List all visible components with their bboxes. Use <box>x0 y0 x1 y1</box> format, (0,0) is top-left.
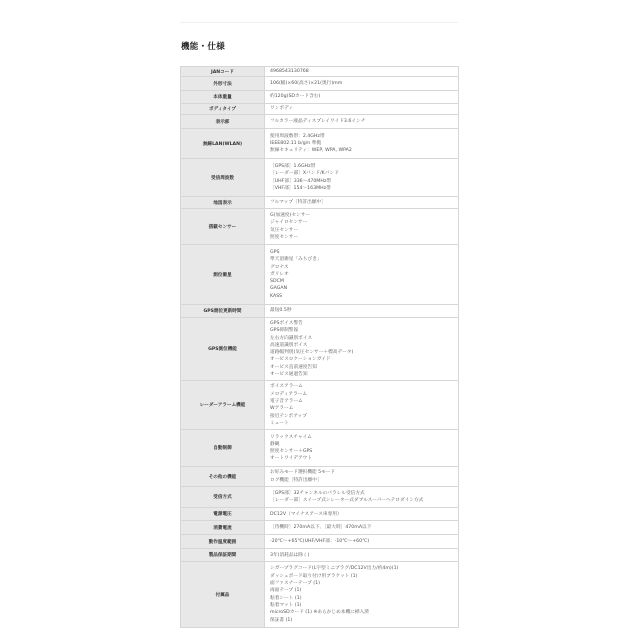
spec-value-line: フルマップ［特許出願中］ <box>270 199 326 205</box>
spec-value <box>265 104 459 115</box>
spec-value-line: 照度センサー＋GPS <box>270 449 313 455</box>
spec-value-line: 準天頂衛星「みちびき」 <box>270 257 322 263</box>
spec-value-line: ［レーダー部］スイープ式シレーター式ダブルスーパーヘテロダイン方式 <box>270 498 424 504</box>
spec-value-line: GAGAN <box>270 286 288 292</box>
spec-value-line: 使用周波数帯：2.4GHz帯 <box>270 133 325 139</box>
spec-value <box>265 430 459 467</box>
spec-row <box>181 467 459 487</box>
spec-row <box>181 508 459 521</box>
spec-label: 表示部 <box>181 115 265 129</box>
spec-value-line: GPSボイス警告 <box>270 321 303 326</box>
spec-value-line: Wアラーム <box>270 406 294 412</box>
spec-value-line: 3年(消耗品は除く) <box>270 552 310 558</box>
spec-value-line: 高速道識別ボイス <box>270 342 308 348</box>
spec-value-line: リラックスチャイム <box>270 434 312 440</box>
spec-label: 付属品 <box>181 562 265 628</box>
spec-label: 動作温度範囲 <box>181 535 265 549</box>
spec-value-line: DC12V（マイナスアース車専用） <box>270 511 342 517</box>
spec-label: GPS測位機能 <box>181 318 265 381</box>
spec-label: 地図表示 <box>181 197 265 209</box>
spec-label: 受信周波数 <box>181 159 265 197</box>
spec-value <box>265 521 459 535</box>
spec-label: 外形寸法 <box>181 77 265 91</box>
spec-value-line: 静観 <box>270 441 280 447</box>
spec-value-line: 無線セキュリティ：WEP, WPA, WPA2 <box>270 148 352 154</box>
spec-value <box>265 67 459 77</box>
spec-value-line: GPS <box>270 249 280 255</box>
spec-row <box>181 115 459 129</box>
spec-row <box>181 67 459 77</box>
spec-value-line: シガープラグコード(L字型ミニプラグ/DC12V出力/約4m)(1) <box>270 566 399 572</box>
spec-row <box>181 535 459 549</box>
spec-label: その他の機能 <box>181 467 265 487</box>
spec-value <box>265 209 459 245</box>
spec-value-line: お好みモード選択機能 5モード <box>270 470 336 476</box>
spec-value-line: ［GPS部］32チャンネルのパラレル受信方式 <box>270 490 365 496</box>
spec-row <box>181 381 459 430</box>
spec-row <box>181 129 459 159</box>
top-divider <box>180 22 458 23</box>
spec-value-line: グロナス <box>270 264 289 270</box>
spec-value <box>265 467 459 487</box>
spec-value-line: ［GPS部］1.6GHz帯 <box>270 163 316 169</box>
spec-value-line: IEEE802.11 b/g/n 準拠 <box>270 140 322 146</box>
spec-row <box>181 521 459 535</box>
spec-value-line: ログ機能［特許出願中］ <box>270 477 322 483</box>
spec-value <box>265 129 459 159</box>
spec-value-line: 面ファスナーテープ (1) <box>270 581 320 587</box>
spec-value-line: 4968543130768 <box>270 68 309 74</box>
spec-value-line: 両面テープ (1) <box>270 588 302 594</box>
spec-label: 受信方式 <box>181 487 265 508</box>
spec-value-line: 106(幅)×60(高さ)×21(奥行)mm <box>270 80 343 86</box>
spec-value-line: 照度センサー <box>270 234 299 240</box>
spec-row <box>181 318 459 381</box>
spec-value-line: KASS <box>270 293 283 299</box>
spec-row <box>181 245 459 305</box>
spec-value <box>265 197 459 209</box>
spec-row <box>181 562 459 628</box>
spec-value <box>265 159 459 197</box>
spec-table-body <box>181 67 459 628</box>
spec-label: ボディタイプ <box>181 104 265 115</box>
spec-value-line: 粘着シート (1) <box>270 595 302 601</box>
spec-value-line: ［レーダー部］Xバンド/Kバンド <box>270 171 339 177</box>
spec-value-line: オートワイデアウト <box>270 456 313 462</box>
spec-value <box>265 91 459 104</box>
spec-value <box>265 487 459 508</box>
spec-row <box>181 305 459 318</box>
spec-value <box>265 381 459 430</box>
spec-label: 無線LAN(WLAN) <box>181 129 265 159</box>
spec-value-line: G(加速度)センサー <box>270 212 311 218</box>
spec-value-line: 接近テンポアップ <box>270 413 307 419</box>
spec-row <box>181 104 459 115</box>
spec-label: GPS測位更新時間 <box>181 305 265 318</box>
spec-value <box>265 318 459 381</box>
spec-value-line: ［待機時］270mA以下、［最大時］470mA以下 <box>270 525 372 530</box>
spec-value-line: ［VHF部］154～163MHz帯 <box>270 185 331 191</box>
spec-value-line: ジャイロセンサー <box>270 220 308 226</box>
spec-value <box>265 305 459 318</box>
spec-row <box>181 159 459 197</box>
spec-label: 電源電圧 <box>181 508 265 521</box>
spec-row <box>181 549 459 562</box>
spec-value-line: ダッシュボード取り付け用ブラケット (1) <box>270 573 358 579</box>
spec-value-line: 道路幅判別(気圧センサー＋標高データ) <box>270 350 354 356</box>
spec-value-line: 約120g(SDカード含む) <box>270 94 321 100</box>
spec-row <box>181 197 459 209</box>
spec-value-line: オービス通過告知 <box>270 372 308 378</box>
spec-table <box>180 66 459 628</box>
spec-value <box>265 535 459 549</box>
spec-label: 自動制御 <box>181 430 265 467</box>
spec-value-line: ミュート <box>270 420 289 426</box>
spec-value-line: フルカラー液晶ディスプレイワイド3.6インチ <box>270 118 366 124</box>
spec-value-line: 左右方向識別ボイス <box>270 335 313 341</box>
spec-value-line: 最短0.5秒 <box>270 308 292 314</box>
spec-value-line: -20℃～+65℃(UHF/VHF部：-10℃～+60℃) <box>270 539 370 544</box>
spec-value-line: ［UHF部］336～470MHz帯 <box>270 178 332 184</box>
spec-row <box>181 91 459 104</box>
spec-value <box>265 245 459 305</box>
spec-label: 製品保証期間 <box>181 549 265 562</box>
spec-row <box>181 209 459 245</box>
spec-value-line: microSDカード (1) ※あらかじめ本機に挿入済 <box>270 610 369 616</box>
spec-value-line: SDCM <box>270 279 284 285</box>
spec-row <box>181 77 459 91</box>
spec-label: 消費電流 <box>181 521 265 535</box>
spec-value-line: ガリレオ <box>270 271 289 277</box>
spec-value-line: オービス直前速度告知 <box>270 364 317 370</box>
spec-row <box>181 430 459 467</box>
spec-label: JANコード <box>181 67 265 77</box>
spec-value-line: GPS抑制警報 <box>270 328 299 334</box>
spec-value-line: 気圧センサー <box>270 227 299 233</box>
spec-value <box>265 549 459 562</box>
spec-value <box>265 77 459 91</box>
spec-value <box>265 508 459 521</box>
spec-label: 搭載センサー <box>181 209 265 245</box>
spec-row <box>181 487 459 508</box>
spec-value-line: 電子音アラーム <box>270 398 303 404</box>
spec-label: 本体重量 <box>181 91 265 104</box>
spec-value-line: 保証書 (1) <box>270 617 293 623</box>
spec-value <box>265 562 459 628</box>
spec-label: 測位衛星 <box>181 245 265 305</box>
spec-label: レーダーアラーム機能 <box>181 381 265 430</box>
spec-value-line: ワンボディ <box>270 106 294 112</box>
spec-value <box>265 115 459 129</box>
spec-value-line: 粘着マット (1) <box>270 602 302 608</box>
spec-value-line: メロディアラーム <box>270 391 308 397</box>
spec-value-line: オービスロケーションガイド <box>270 357 331 363</box>
section-title: 機能・仕様 <box>181 42 226 52</box>
spec-value-line: ボイスアラーム <box>270 384 303 390</box>
